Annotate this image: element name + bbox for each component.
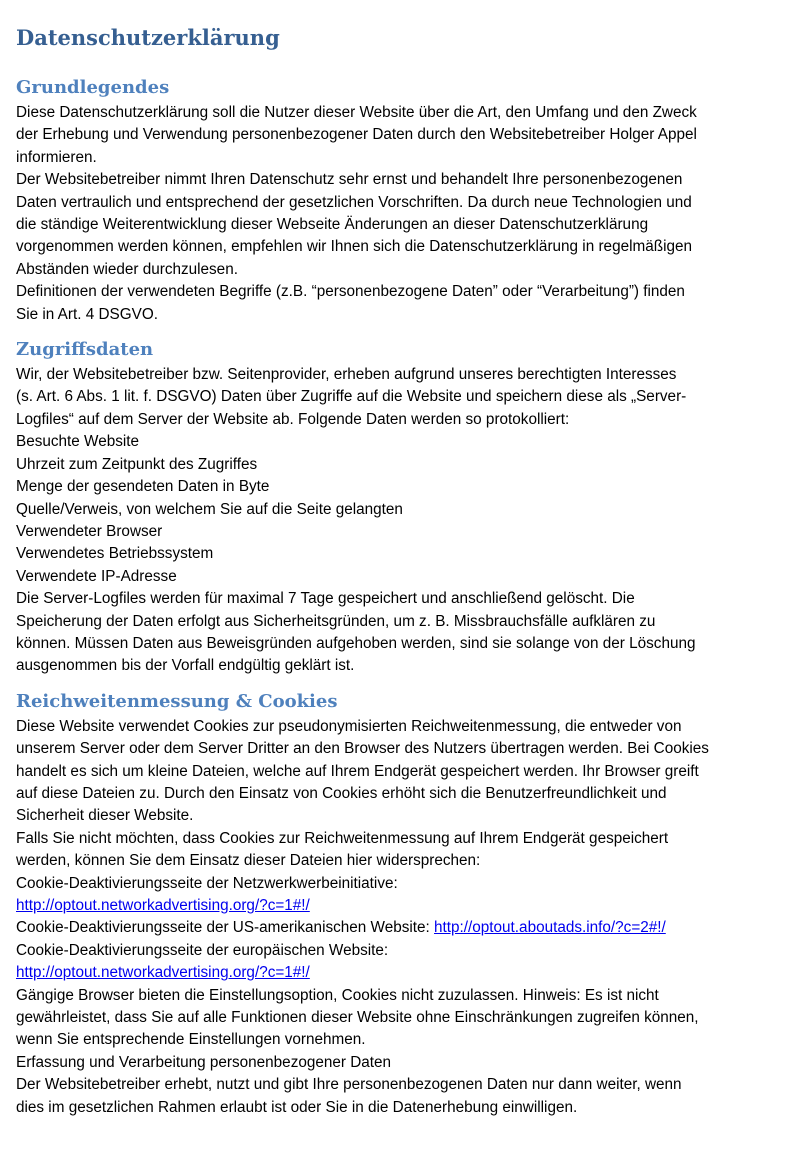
text-segment: können. Müssen Daten aus Beweisgründen aufgehoben werden, sind sie solange von der Löschung xyxy=(16,634,696,652)
text-segment: Quelle/Verweis, von welchem Sie auf die Seite gelangten xyxy=(16,500,403,518)
paragraph-line xyxy=(16,499,709,521)
paragraph-line xyxy=(16,476,709,498)
paragraph-line xyxy=(16,236,709,258)
paragraph-line xyxy=(16,850,709,872)
paragraph-line xyxy=(16,761,709,783)
paragraph-line xyxy=(16,124,709,146)
paragraph-line xyxy=(16,633,709,655)
paragraph-line xyxy=(16,1007,709,1029)
text-segment: Abständen wieder durchzulesen. xyxy=(16,260,238,278)
text-segment: Uhrzeit zum Zeitpunkt des Zugriffes xyxy=(16,455,258,473)
text-segment: Logfiles“ auf dem Server der Website ab. Folgende Daten werden so protokolliert: xyxy=(16,410,570,428)
section-heading: Reichweitenmessung & Cookies xyxy=(16,690,338,712)
paragraph-line xyxy=(16,364,709,386)
section-grundlegendes xyxy=(16,74,709,326)
text-segment: ausgenommen bis der Vorfall endgültig geklärt ist. xyxy=(16,657,355,675)
sections xyxy=(16,74,709,1119)
text-segment: Wir, der Websitebetreiber bzw. Seitenprovider, erheben aufgrund unseres berechtigten Interesses xyxy=(16,366,677,384)
paragraph-line xyxy=(16,192,709,214)
paragraph-line xyxy=(16,917,709,939)
text-segment: (s. Art. 6 Abs. 1 lit. f. DSGVO) Daten über Zugriffe auf die Website und speichern diese als „Server- xyxy=(16,388,687,406)
text-segment: Diese Datenschutzerklärung soll die Nutzer dieser Website über die Art, den Umfang und den Zweck xyxy=(16,104,697,121)
paragraph-line xyxy=(16,940,709,962)
text-segment: Speicherung der Daten erfolgt aus Sicherheitsgründen, um z. B. Missbrauchsfälle aufklären zu xyxy=(16,612,656,630)
paragraph-line xyxy=(16,895,709,917)
document xyxy=(16,22,709,1129)
text-segment: handelt es sich um kleine Dateien, welche auf Ihrem Endgerät gespeichert werden. Ihr Browser greift xyxy=(16,762,699,780)
paragraph-line xyxy=(16,805,709,827)
text-segment: Verwendeter Browser xyxy=(16,522,163,540)
text-segment: Falls Sie nicht möchten, dass Cookies zur Reichweitenmessung auf Ihrem Endgerät gespeichert xyxy=(16,829,669,847)
paragraph-line xyxy=(16,1097,709,1119)
paragraph-line xyxy=(16,566,709,588)
paragraph-line xyxy=(16,1029,709,1051)
paragraph-line xyxy=(16,386,709,408)
text-segment: Besuchte Website xyxy=(16,433,140,451)
text-segment: Cookie-Deaktivierungsseite der europäischen Website: xyxy=(16,941,389,959)
text-segment: Definitionen der verwendeten Begriffe (z.B. “personenbezogene Daten” oder “Verarbeitung”) finden xyxy=(16,283,685,301)
text-segment: vorgenommen werden können, empfehlen wir Ihnen sich die Datenschutzerklärung in regelmäßigen xyxy=(16,238,692,256)
text-segment: wenn Sie entsprechende Einstellungen vornehmen. xyxy=(16,1031,366,1049)
text-segment: Diese Website verwendet Cookies zur pseudonymisierten Reichweitenmessung, die entweder von xyxy=(16,717,682,735)
paragraph-line xyxy=(16,102,709,124)
paragraph-line xyxy=(16,259,709,281)
paragraph-line xyxy=(16,454,709,476)
section-heading: Zugriffsdaten xyxy=(16,339,154,361)
paragraph-line xyxy=(16,409,709,431)
paragraph-line xyxy=(16,214,709,236)
text-segment: auf diese Dateien zu. Durch den Einsatz von Cookies erhöht sich die Benutzerfreundlichkeit und xyxy=(16,784,667,802)
text-segment: unserem Server oder dem Server Dritter an den Browser des Nutzers übertragen werden. Bei Cookies xyxy=(16,740,709,758)
section-reichweitenmessung-cookies xyxy=(16,688,709,1119)
paragraph-line xyxy=(16,1074,709,1096)
text-segment: werden, können Sie dem Einsatz dieser Dateien hier widersprechen: xyxy=(16,852,481,870)
optout-link[interactable]: http://optout.networkadvertising.org/?c=1#!/ xyxy=(16,964,310,982)
text-segment: gewährleistet, dass Sie auf alle Funktionen dieser Website ohne Einschränkungen zugreifen können, xyxy=(16,1009,699,1027)
paragraph-line xyxy=(16,611,709,633)
paragraph-line xyxy=(16,828,709,850)
paragraph-line xyxy=(16,985,709,1007)
text-segment: Sicherheit dieser Website. xyxy=(16,807,194,825)
text-segment: Der Websitebetreiber nimmt Ihren Datenschutz sehr ernst und behandelt Ihre personenbezogenen xyxy=(16,171,683,189)
text-segment: Verwendete IP-Adresse xyxy=(16,567,177,585)
paragraph-line xyxy=(16,738,709,760)
paragraph-line xyxy=(16,521,709,543)
text-segment: Erfassung und Verarbeitung personenbezogener Daten xyxy=(16,1053,392,1071)
paragraph-line xyxy=(16,588,709,610)
text-segment: Cookie-Deaktivierungsseite der Netzwerkwerbeinitiative: xyxy=(16,874,398,892)
paragraph-line xyxy=(16,431,709,453)
optout-link[interactable]: http://optout.aboutads.info/?c=2#!/ xyxy=(434,919,666,937)
text-segment: die ständige Weiterentwicklung dieser Webseite Änderungen an dieser Datenschutzerklärung xyxy=(16,216,649,234)
text-segment: Die Server-Logfiles werden für maximal 7 Tage gespeichert und anschließend gelöscht. Die xyxy=(16,590,635,608)
paragraph-line xyxy=(16,543,709,565)
text-segment: Sie in Art. 4 DSGVO. xyxy=(16,305,158,323)
paragraph-line xyxy=(16,716,709,738)
text-segment: Daten vertraulich und entsprechend der gesetzlichen Vorschriften. Da durch neue Technologien und xyxy=(16,193,692,211)
paragraph-line xyxy=(16,655,709,677)
text-segment: Gängige Browser bieten die Einstellungsoption, Cookies nicht zuzulassen. Hinweis: Es ist nicht xyxy=(16,986,659,1004)
optout-link[interactable]: http://optout.networkadvertising.org/?c=1#!/ xyxy=(16,897,310,914)
text-segment: Cookie-Deaktivierungsseite der US-amerikanischen Website: xyxy=(16,919,435,937)
paragraph-line xyxy=(16,281,709,303)
section-zugriffsdaten xyxy=(16,336,709,678)
page-title: Datenschutzerklärung xyxy=(16,25,280,50)
text-segment: informieren. xyxy=(16,148,97,166)
text-segment: Verwendetes Betriebssystem xyxy=(16,545,214,563)
text-segment: Menge der gesendeten Daten in Byte xyxy=(16,478,270,496)
paragraph-line xyxy=(16,962,709,984)
section-heading: Grundlegendes xyxy=(16,77,170,98)
text-segment: Der Websitebetreiber erhebt, nutzt und gibt Ihre personenbezogenen Daten nur dann weiter, wenn xyxy=(16,1076,682,1094)
paragraph-line xyxy=(16,1052,709,1074)
paragraph-line xyxy=(16,304,709,326)
paragraph-line xyxy=(16,873,709,895)
paragraph-line xyxy=(16,783,709,805)
paragraph-line xyxy=(16,169,709,191)
paragraph-line xyxy=(16,147,709,169)
text-segment: der Erhebung und Verwendung personenbezogener Daten durch den Websitebetreiber Holger Appel xyxy=(16,126,697,144)
text-segment: dies im gesetzlichen Rahmen erlaubt ist oder Sie in die Datenerhebung einwilligen. xyxy=(16,1098,578,1116)
